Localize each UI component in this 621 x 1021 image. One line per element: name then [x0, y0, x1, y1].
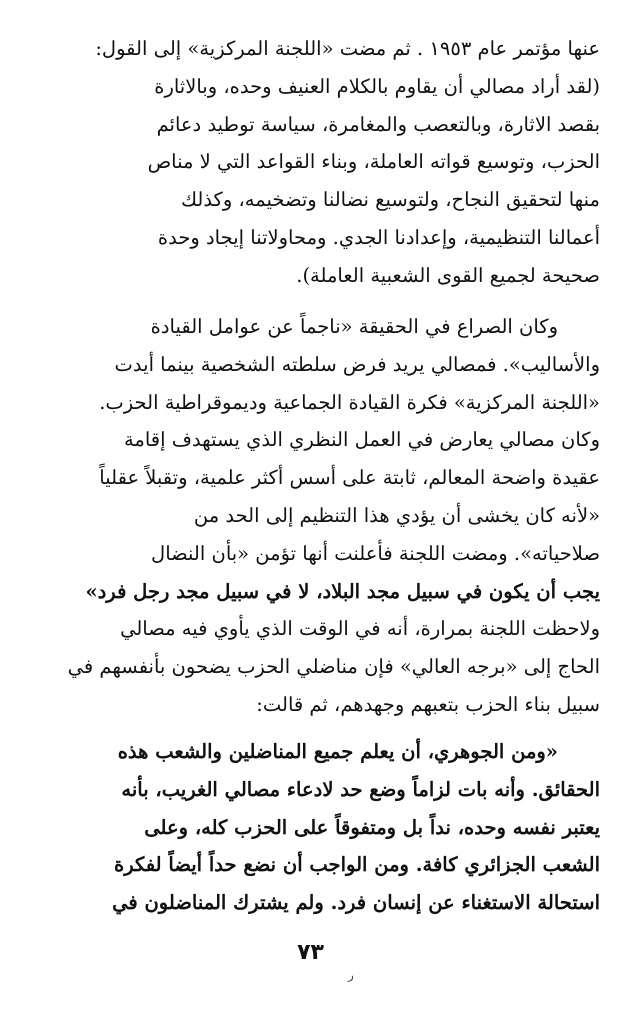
text-line: الشعب الجزائري كافة. ومن الواجب أن نضع حداً أيضاً لفكرة — [114, 853, 600, 877]
text-line: استحالة الاستغناء عن إنسان فرد. ولم يشترك المناضلون في — [112, 891, 600, 915]
text-line: «اللجنة المركزية» فكرة القيادة الجماعية وديموقراطية الحزب. — [99, 390, 600, 414]
text-line: ولاحظت اللجنة بمرارة، أنه في الوقت الذي يأوي فيه مصالي — [120, 617, 600, 641]
text-line: عقيدة واضحة المعالم، ثابتة على أسس أكثر علمية، وتقبلاً عقلياً — [99, 466, 600, 490]
page-number: ٧٣ — [297, 940, 324, 965]
text-line: وكان مصالي يعارض في العمل النظري الذي يستهدف إقامة — [123, 428, 600, 452]
text-line: «لأنه كان يخشى أن يؤدي هذا التنظيم إلى الحد من — [193, 503, 600, 527]
text-line: صلاحياته». ومضت اللجنة فأعلنت أنها تؤمن «بأن النضال — [151, 541, 600, 565]
text-line: أعمالنا التنظيمية، وإعدادنا الجدي. ومحاولاتنا إيجاد وحدة — [157, 225, 600, 249]
text-line: سبيل بناء الحزب بتعبهم وجهدهم، ثم قالت: — [256, 692, 600, 716]
text-line: الحقائق. وأنه بات لزاماً وضع حد لادعاء مصالي الغريب، بأنه — [121, 777, 600, 801]
text-line: وكان الصراع في الحقيقة «ناجماً عن عوامل القيادة — [150, 315, 558, 338]
text-line: عنها مؤتمر عام ١٩٥٣ . ثم مضت «اللجنة المركزية» إلى القول: — [95, 37, 600, 60]
page-mark: ر — [348, 968, 354, 982]
text-line: «ومن الجوهري، أن يعلم جميع المناضلين والشعب هذه — [117, 740, 558, 763]
paragraph-3 — [22, 733, 600, 922]
text-line: (لقد أراد مصالي أن يقاوم بالكلام العنيف وحده، وبالاثارة — [154, 74, 600, 98]
text-line: يعتبر نفسه وحده، نداً بل ومتفوقاً على الحزب كله، وعلى — [144, 815, 600, 839]
text-line: الحزب، وتوسيع قواته العاملة، وبناء القواعد التي لا مناص — [147, 150, 600, 174]
text-line: والأساليب». فمصالي يريد فرض سلطته الشخصية بينما أيدت — [114, 352, 600, 376]
paragraph-2 — [22, 308, 600, 724]
text-line: صحيحة لجميع القوى الشعبية العاملة). — [296, 263, 600, 287]
text-line: يجب أن يكون في سبيل مجد البلاد، لا في سبيل مجد رجل فرد» — [85, 579, 600, 603]
text-line: الحاج إلى «برجه العالي» فإن مناضلي الحزب يضحون بأنفسهم في — [67, 655, 600, 679]
text-line: بقصد الاثارة، وبالتعصب والمغامرة، سياسة توطيد دعائم — [156, 112, 600, 136]
paragraph-1 — [22, 30, 600, 295]
text-line: منها لتحقيق النجاح، ولتوسيع نضالنا وتضخيمه، وكذلك — [180, 188, 600, 212]
